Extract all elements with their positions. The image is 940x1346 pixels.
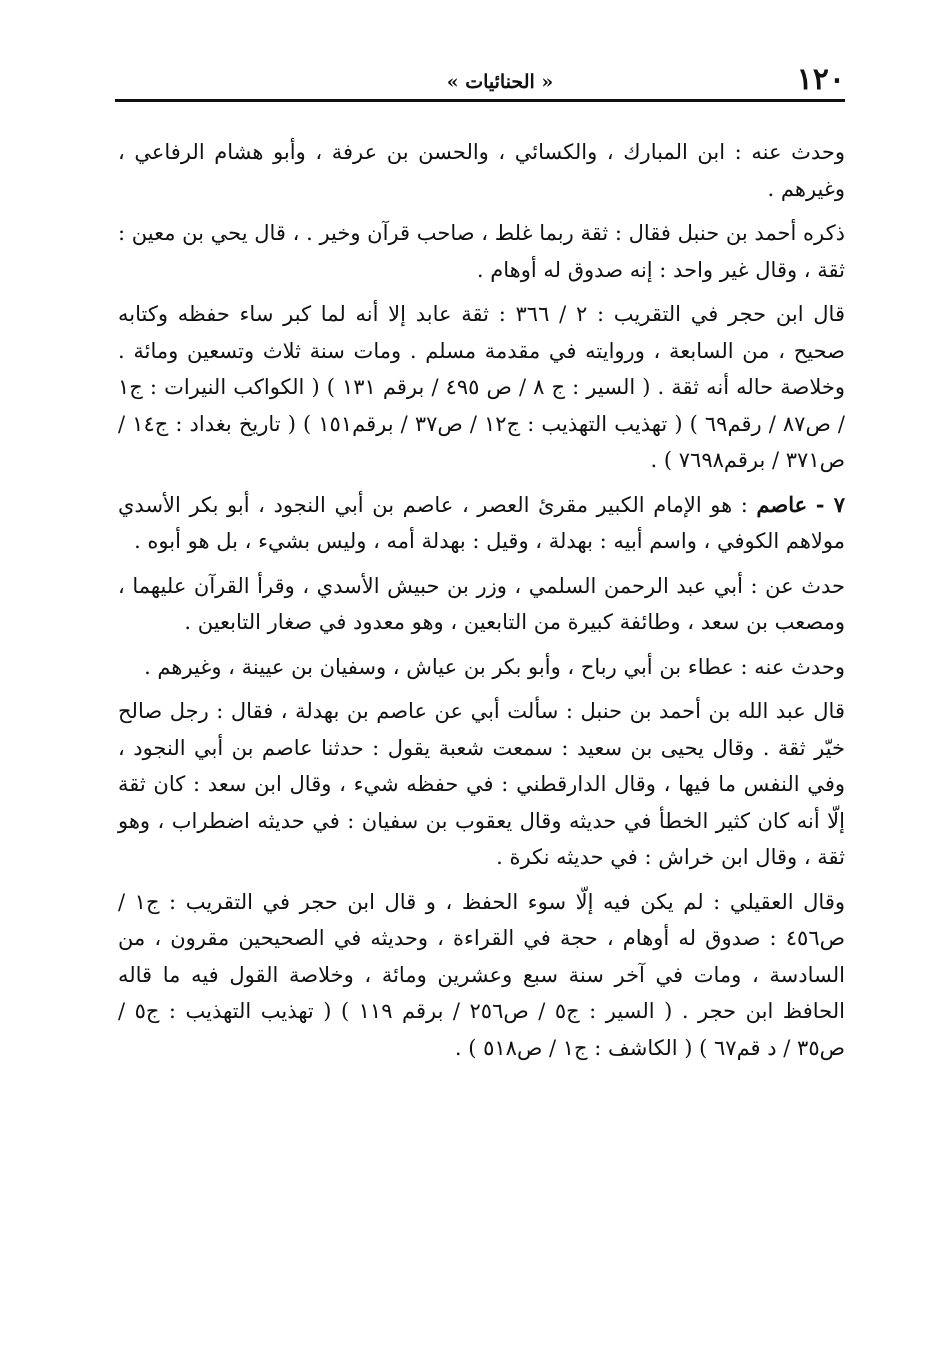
paragraph-uqaili-ibn-hajar: وقال العقيلي : لم يكن فيه إلّا سوء الحفظ ، و قال ابن حجر في التقريب : ج١ / ص٤٥٦ : صدوق له أوهام ، حجة في القراءة ، وحديثه في الصحيحين مقرون ، من السادسة ، ومات في آخر سنة سبع وعشرين ومائة ، وخلاصة القول فيه ما قاله الحافظ ابن حجر . ( السير : ج٥ / ص٢٥٦ / برقم ١١٩ ) ( تهذيب التهذيب : ج٥ / ص٣٥ / د قم٦٧ ) ( الكاشف : ج١ / ص٥١٨ ) . — [118, 889, 845, 1060]
body-text — [118, 134, 845, 1074]
running-head — [115, 62, 845, 102]
paragraph-ibn-hajar-taqrib: قال ابن حجر في التقريب : ٢ / ٣٦٦ : ثقة عابد إلا أنه لما كبر ساء حفظه وكتابه صحيح ، من السابعة ، وروايته في مقدمة مسلم . ومات سنة ثلاث وتسعين ومائة . وخلاصة حاله أنه ثقة . ( السير : ج ٨ / ص ٤٩٥ / برقم ١٣١ ) ( الكواكب النيرات : ج١ / ص٨٧ / رقم٦٩ ) ( تهذيب التهذيب : ج١٢ / ص٣٧ / برقم١٥١ ) ( تاريخ بغداد : ج١٤ / ص٣٧١ / برقم٧٦٩٨ ) . — [118, 302, 846, 472]
entry-heading-paragraph — [118, 487, 845, 560]
header-rule — [115, 99, 845, 102]
paragraph-ahmad-ibn-hanbal: ذكره أحمد بن حنبل فقال : ثقة ربما غلط ، صاحب قرآن وخير . ، قال يحي بن معين : ثقة ، وقال غير واحد : إنه صدوق له أوهام . — [118, 221, 845, 282]
page-number: ١٢٠ — [796, 62, 845, 97]
entry-name: عاصم — [756, 491, 808, 517]
paragraph-narrated-by: وحدث عنه : عطاء بن أبي رباح ، وأبو بكر بن عياش ، وسفيان بن عيينة ، وغيرهم . — [144, 654, 845, 679]
paragraph-scholars-opinions: قال عبد الله بن أحمد بن حنبل : سألت أبي عن عاصم بن بهدلة ، فقال : رجل صالح خيّر ثقة . وقال يحيى بن سعيد : سمعت شعبة يقول : حدثنا عاصم بن أبي النجود ، وفي النفس ما فيها ، وقال الدارقطني : في حفظه شيء ، وقال ابن سعد : كان ثقة إلّا أنه كان كثير الخطأ في حديثه وقال يعقوب بن سفيان : في حديثه اضطراب ، وهو ثقة ، وقال ابن خراش : في حديثه نكرة . — [118, 699, 845, 869]
paragraph-narrators-from-him: وحدث عنه : ابن المبارك ، والكسائي ، والحسن بن عرفة ، وأبو هشام الرفاعي ، وغيرهم . — [118, 140, 845, 201]
paragraph-narrated-from: حدث عن : أبي عبد الرحمن السلمي ، وزر بن حبيش الأسدي ، وقرأ القرآن عليهما ، ومصعب بن سعد ، وطائفة كبيرة من التابعين ، وهو معدود في صغار التابعين . — [118, 573, 845, 634]
entry-intro: : هو الإمام الكبير مقرئ العصر ، عاصم بن أبي النجود ، أبو بكر الأسدي مولاهم الكوفي ، واسم أبيه : بهدلة ، وقيل : بهدلة أمه ، وليس بشيء ، بل هو أبوه . — [118, 492, 845, 553]
entry-number: ٧ - — [815, 491, 845, 517]
running-title: « الحنائيات » — [446, 71, 554, 93]
